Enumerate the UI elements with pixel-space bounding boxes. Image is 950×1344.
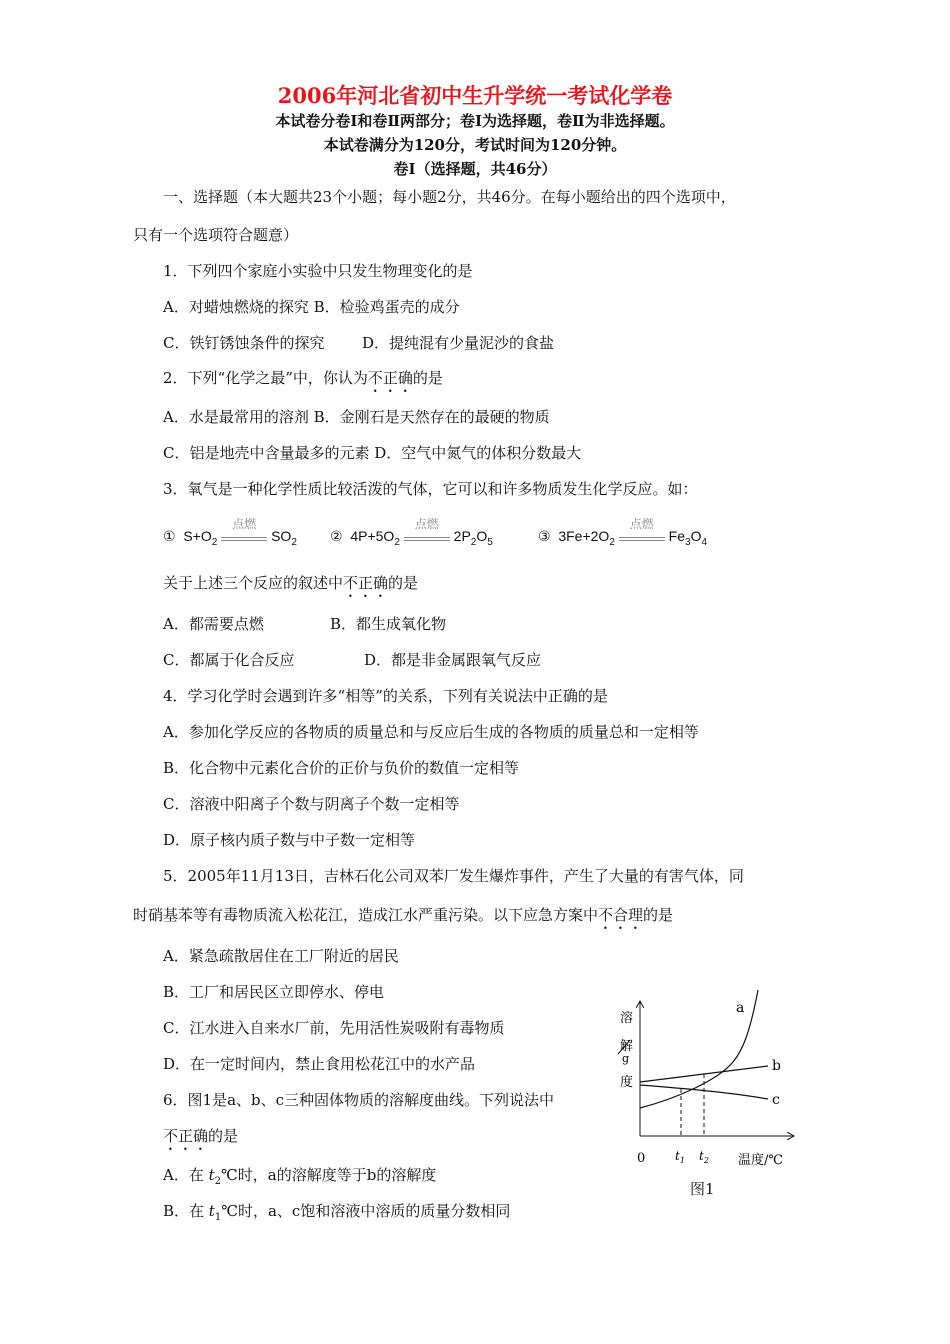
- t1-label: $t_1$: [675, 1149, 685, 1165]
- eq2-left: 4P+5O: [350, 528, 395, 544]
- q6-stem-line1: 6．图1是a、b、c三种固体物质的溶解度曲线。下列说法中: [163, 1091, 555, 1109]
- q2-stem-emphasis: 不正确: [367, 369, 413, 387]
- q1-option-c: C．铁钉锈蚀条件的探究: [163, 334, 325, 352]
- eq3-right-b: O: [690, 528, 702, 544]
- eq1-condition-text: 点燃: [232, 517, 257, 531]
- q5-stem-emphasis: 不合理: [598, 906, 644, 924]
- q5-stem-line2: [133, 904, 673, 933]
- eq1-condition: [221, 517, 267, 541]
- q6-option-a: [163, 1164, 436, 1187]
- x-axis-label: 温度/℃: [738, 1153, 783, 1168]
- q5-option-b: B．工厂和居民区立即停水、停电: [163, 983, 385, 1001]
- eq3-right-sub1: 3: [685, 536, 691, 548]
- origin-label: 0: [637, 1151, 646, 1166]
- q4-option-b: B．化合物中元素化合价的正价与负价的数值一定相等: [163, 759, 520, 777]
- q3-question-post: 的是: [388, 574, 419, 592]
- eq3-right-sub2: 4: [701, 536, 708, 548]
- eq2-condition-text: 点燃: [414, 517, 439, 531]
- q3-question-emphasis: 不正确: [343, 574, 389, 592]
- q5-option-d: D．在一定时间内，禁止食用松花江中的水产品: [163, 1055, 476, 1073]
- q3-option-b: B．都生成氧化物: [330, 615, 447, 633]
- exam-title: 2006年河北省初中生升学统一考试化学卷: [277, 83, 673, 108]
- q6-option-a-sub: 2: [214, 1176, 222, 1187]
- q3-option-d: D．都是非金属跟氧气反应: [364, 651, 542, 669]
- t2-label: $t_2$: [699, 1149, 709, 1165]
- eq1-left: S+O: [183, 528, 212, 544]
- eq3-left-sub: 2: [609, 536, 615, 548]
- q6-stem-post: 的是: [208, 1127, 239, 1145]
- section-intro-line1: 一、选择题（本大题共23个小题；每小题2分，共46分。在每小题给出的四个选项中，: [163, 188, 736, 206]
- q5-stem-pre: 时硝基苯等有毒物质流入松花江，造成江水严重污染。以下应急方案中: [133, 906, 599, 924]
- eq3-condition: [619, 517, 665, 541]
- q4-option-c: C．溶液中阳离子个数与阴离子个数一定相等: [163, 795, 460, 813]
- q5-option-c: C．江水进入自来水厂前，先用活性炭吸附有毒物质: [163, 1019, 505, 1037]
- section-intro-line2: 只有一个选项符合题意）: [133, 226, 299, 244]
- eq2-number: ②: [330, 528, 343, 544]
- eq2-right-a: 2P: [453, 528, 471, 544]
- eq2-left-sub: 2: [394, 536, 400, 548]
- eq2-right-b: O: [476, 528, 488, 544]
- eq2-right-sub2: 5: [487, 536, 493, 548]
- figure-caption: 图1: [690, 1180, 715, 1198]
- q6-option-b-pre: B．在: [163, 1202, 209, 1220]
- q3-question-pre: 关于上述三个反应的叙述中: [163, 574, 344, 592]
- q3-equation-3: [538, 517, 708, 548]
- q4-option-a: A．参加化学反应的各物质的质量总和与反应后生成的各物质的质量总和一定相等: [163, 723, 699, 741]
- q2-stem-pre: 2．下列“化学之最”中，你认为: [163, 369, 368, 387]
- eq3-condition-text: 点燃: [629, 517, 654, 531]
- q1-option-d: D．提纯混有少量泥沙的食盐: [362, 334, 555, 352]
- eq3-number: ③: [538, 528, 551, 544]
- q2-options-ab: A．水是最常用的溶剂 B．金刚石是天然存在的最硬的物质: [163, 408, 550, 426]
- y-label-1: 溶: [620, 1011, 634, 1026]
- q3-option-c: C．都属于化合反应: [163, 651, 295, 669]
- exam-subtitle-1: 本试卷分卷Ⅰ和卷Ⅱ两部分；卷Ⅰ为选择题，卷Ⅱ为非选择题。: [275, 112, 675, 130]
- q6-option-b-sub: 1: [214, 1212, 222, 1223]
- q3-equation-2: [330, 517, 493, 548]
- q6-stem-line2: [163, 1125, 238, 1154]
- y-label-3: 度: [620, 1075, 634, 1090]
- q1-options-ab: A．对蜡烛燃烧的探究 B．检验鸡蛋壳的成分: [163, 298, 460, 316]
- q5-stem-post: 的是: [643, 906, 674, 924]
- q3-stem: 3．氧气是一种化学性质比较活泼的气体，它可以和许多物质发生化学反应。如：: [163, 480, 698, 498]
- eq1-right-sub: 2: [291, 536, 297, 548]
- q6-option-b-t: t: [208, 1202, 215, 1220]
- q2-options-cd: C．铝是地壳中含量最多的元素 D．空气中氮气的体积分数最大: [163, 444, 582, 462]
- y-label-2: 解: [620, 1039, 634, 1054]
- curve-c-label: c: [772, 1092, 780, 1108]
- y-label-unit: g: [622, 1052, 630, 1065]
- eq3-left: 3Fe+2O: [558, 528, 610, 544]
- q4-option-d: D．原子核内质子数与中子数一定相等: [163, 831, 416, 849]
- exam-subtitle-2: 本试卷满分为120分，考试时间为120分钟。: [323, 136, 627, 154]
- curve-b-label: b: [772, 1058, 781, 1074]
- q4-stem: 4．学习化学时会遇到许多“相等”的关系，下列有关说法中正确的是: [163, 687, 608, 705]
- curve-a-label: a: [736, 1000, 745, 1016]
- q3-option-a: A．都需要点燃: [163, 615, 264, 633]
- eq2-right-sub1: 2: [470, 536, 477, 548]
- q6-stem-emphasis: 不正确: [163, 1127, 209, 1145]
- eq2-condition: [404, 517, 450, 541]
- solubility-figure: [608, 990, 808, 1210]
- q6-option-b: [163, 1200, 510, 1223]
- q5-stem-line1: 5．2005年11月13日，吉林石化公司双苯厂发生爆炸事件，产生了大量的有害气体，同: [163, 867, 744, 885]
- section-heading: 卷Ⅰ（选择题，共46分）: [393, 160, 557, 178]
- eq1-right: SO: [271, 528, 292, 544]
- q2-stem: [163, 367, 443, 396]
- q5-option-a: A．紧急疏散居住在工厂附近的居民: [163, 947, 399, 965]
- q2-stem-post: 的是: [412, 369, 443, 387]
- q3-question: [163, 572, 418, 601]
- eq1-left-sub: 2: [211, 536, 218, 548]
- q6-option-a-pre: A．在: [163, 1166, 209, 1184]
- q1-stem: 1．下列四个家庭小实验中只发生物理变化的是: [163, 262, 473, 280]
- q6-option-a-t: t: [208, 1166, 215, 1184]
- q3-equation-1: [163, 517, 297, 548]
- q6-option-a-post: ℃时，a的溶解度等于b的溶解度: [221, 1166, 437, 1184]
- eq1-number: ①: [163, 528, 176, 544]
- q6-option-b-post: ℃时，a、c饱和溶液中溶质的质量分数相同: [221, 1202, 511, 1220]
- eq3-right-a: Fe: [668, 528, 686, 544]
